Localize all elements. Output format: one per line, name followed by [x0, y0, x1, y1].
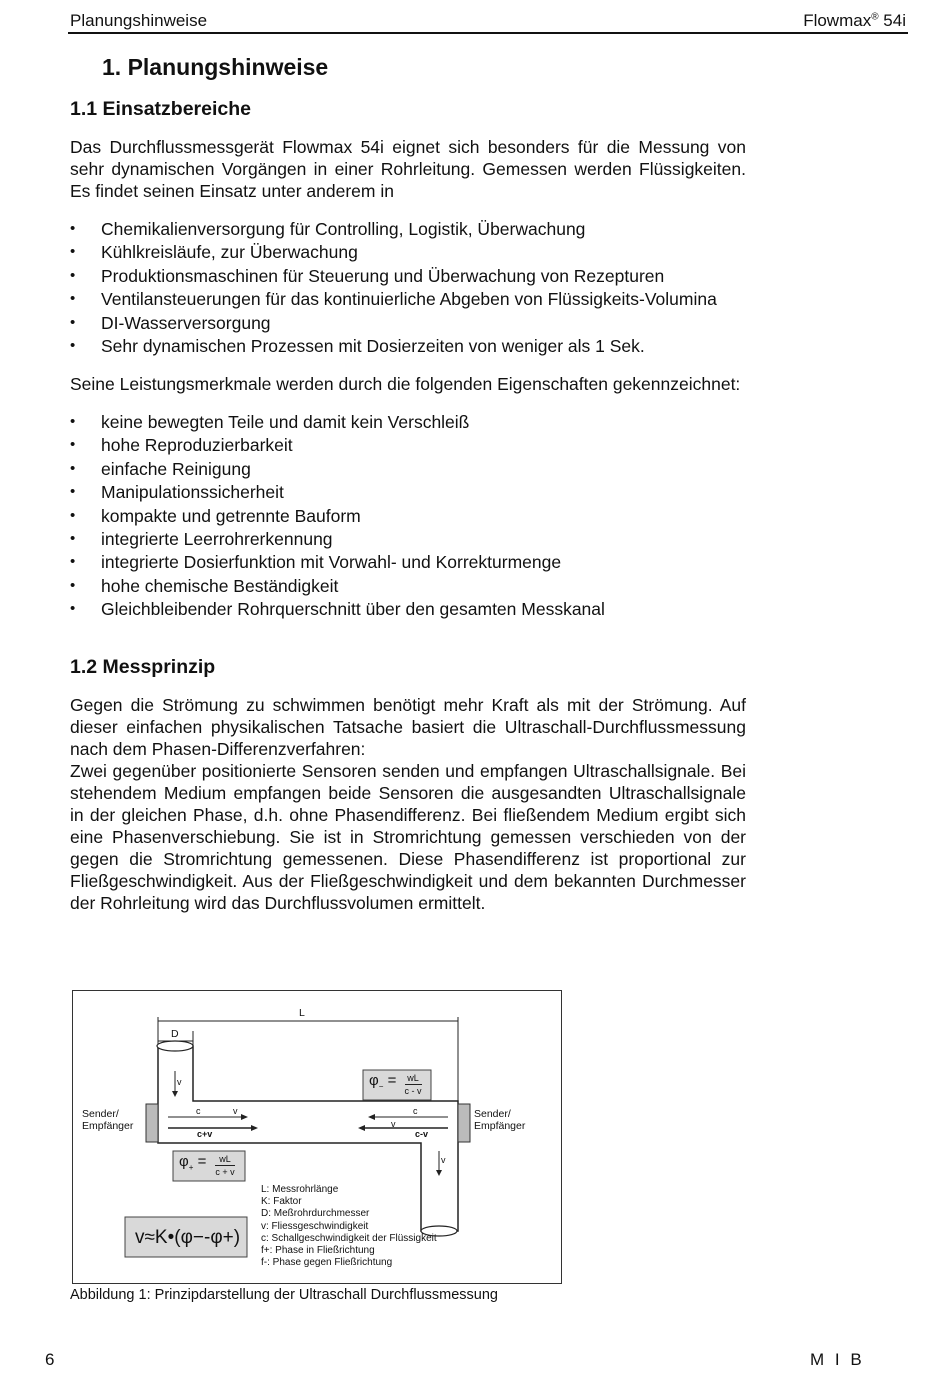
v-label-return: v — [391, 1119, 396, 1129]
list-item: • Sehr dynamischen Prozessen mit Dosierzeiten von weniger als 1 Sek. — [70, 335, 746, 357]
page-number: 6 — [45, 1350, 55, 1369]
features-list — [70, 411, 746, 620]
list-item: • DI-Wasserversorgung — [70, 312, 746, 334]
legend-item: K: Faktor — [261, 1196, 302, 1208]
list-item: • Kühlkreisläufe, zur Überwachung — [70, 241, 746, 263]
features-intro: Seine Leistungsmerkmale werden durch die folgenden Eigenschaften gekennzeichnet: — [70, 373, 741, 394]
formula-plus-fraction: wL c + v — [215, 1154, 235, 1177]
sensor-left-label: Sender/ Empfänger — [82, 1108, 134, 1132]
section-heading-messprinzip: 1.2 Messprinzip — [70, 656, 216, 679]
legend-item: L: Messrohrlänge — [261, 1184, 339, 1195]
uses-list — [70, 218, 746, 357]
c-minus-v-label: c-v — [415, 1129, 429, 1139]
page-content — [70, 52, 746, 914]
dim-d-label: D — [171, 1028, 179, 1040]
formula-plus-lhs: $\varphi_+$ = — [179, 1153, 207, 1172]
list-item: • Ventilansteuerungen für das kontinuierliche Abgeben von Flüssigkeits-Volumina — [70, 288, 746, 310]
list-item: • Produktionsmaschinen für Steuerung und Überwachung von Rezepturen — [70, 265, 746, 287]
list-item: • hohe chemische Beständigkeit — [70, 575, 746, 597]
dim-l-label: L — [299, 1007, 305, 1019]
list-item: • integrierte Dosierfunktion mit Vorwahl- und Korrekturmenge — [70, 551, 746, 573]
legend-item: v: Fliessgeschwindigkeit — [261, 1220, 369, 1232]
legend-item: D: Meßrohrdurchmesser — [261, 1208, 370, 1220]
c-plus-v-label: c+v — [197, 1129, 213, 1139]
page-header — [68, 8, 908, 34]
page-title: 1. Planungshinweise — [102, 54, 329, 80]
list-item: • integrierte Leerrohrerkennung — [70, 528, 746, 550]
flow-principle-figure — [72, 990, 562, 1284]
intro-paragraph: Das Durchflussmessgerät Flowmax 54i eignet sich besonders für die Messung von sehr dynamischen Vorgängen in einer Rohrleitung. Gemessen werden Flüssigkeiten. Es findet seinen Einsatz unter anderem in — [70, 137, 746, 201]
footer-brand: M I B — [810, 1350, 865, 1369]
legend-item: f+: Phase in Fließrichtung — [261, 1245, 375, 1257]
header-right: Flowmax® 54i — [803, 11, 906, 30]
formula-minus-fraction: wL c - v — [404, 1073, 422, 1096]
list-item: • Chemikalienversorgung für Controlling, Logistik, Überwachung — [70, 218, 746, 240]
v-label-flow: v — [233, 1106, 238, 1116]
v-label-left: v — [177, 1077, 182, 1087]
section-heading-einsatzbereiche: 1.1 Einsatzbereiche — [70, 98, 252, 120]
list-item: • hohe Reproduzierbarkeit — [70, 434, 746, 456]
list-item: • einfache Reinigung — [70, 458, 746, 480]
c-label-right: c — [413, 1106, 418, 1116]
principle-paragraph-2: Zwei gegenüber positionierte Sensoren senden und empfangen Ultraschallsignale. Bei stehendem Medium empfangen beide Sensoren die ausgesandten Ultraschallsignale in der gleichen Phase, d.h. ohne Phasendifferenz. Bei fließendem Medium ergibt sich eine Phasenverschiebung. Sie ist in Stromrichtung gemessen verschieden von der gegen die Stromrichtung gemessenen. Diese Phasendifferenz ist proportional zur Fließgeschwindigkeit. Aus der Fließgeschwindigkeit und dem bekannten Durchmesser der Rohrleitung wird das Durchflussvolumen ermittelt. — [70, 761, 746, 914]
sensor-right-label: Sender/ Empfänger — [474, 1108, 526, 1132]
legend-item: f-: Phase gegen Fließrichtung — [261, 1257, 393, 1269]
header-left: Planungshinweise — [70, 11, 208, 30]
figure-caption: Abbildung 1: Prinzipdarstellung der Ultraschall Durchflussmessung — [70, 1287, 498, 1303]
sensor-left — [146, 1104, 158, 1142]
formula-main: v≈K•(φ−-φ+) — [135, 1227, 241, 1248]
list-item: • Manipulationssicherheit — [70, 481, 746, 503]
c-label-left: c — [196, 1106, 201, 1116]
formula-minus-lhs: $\varphi_-$ = — [369, 1072, 397, 1091]
list-item: • keine bewegten Teile und damit kein Verschleiß — [70, 411, 746, 433]
principle-paragraph-1: Gegen die Strömung zu schwimmen benötigt mehr Kraft als mit der Strömung. Auf dieser einfachen physikalischen Tatsache basiert die Ultraschall-Durchflussmessung nach dem Phasen-Differenzverfahren: — [70, 695, 746, 760]
legend-item: c: Schallgeschwindigkeit der Flüssigkeit — [261, 1232, 437, 1244]
list-item: • Gleichbleibender Rohrquerschnitt über den gesamten Messkanal — [70, 598, 746, 620]
list-item: • kompakte und getrennte Bauform — [70, 505, 746, 527]
figure-legend — [261, 1184, 437, 1269]
v-label-right: v — [441, 1155, 446, 1165]
sensor-right — [458, 1104, 470, 1142]
